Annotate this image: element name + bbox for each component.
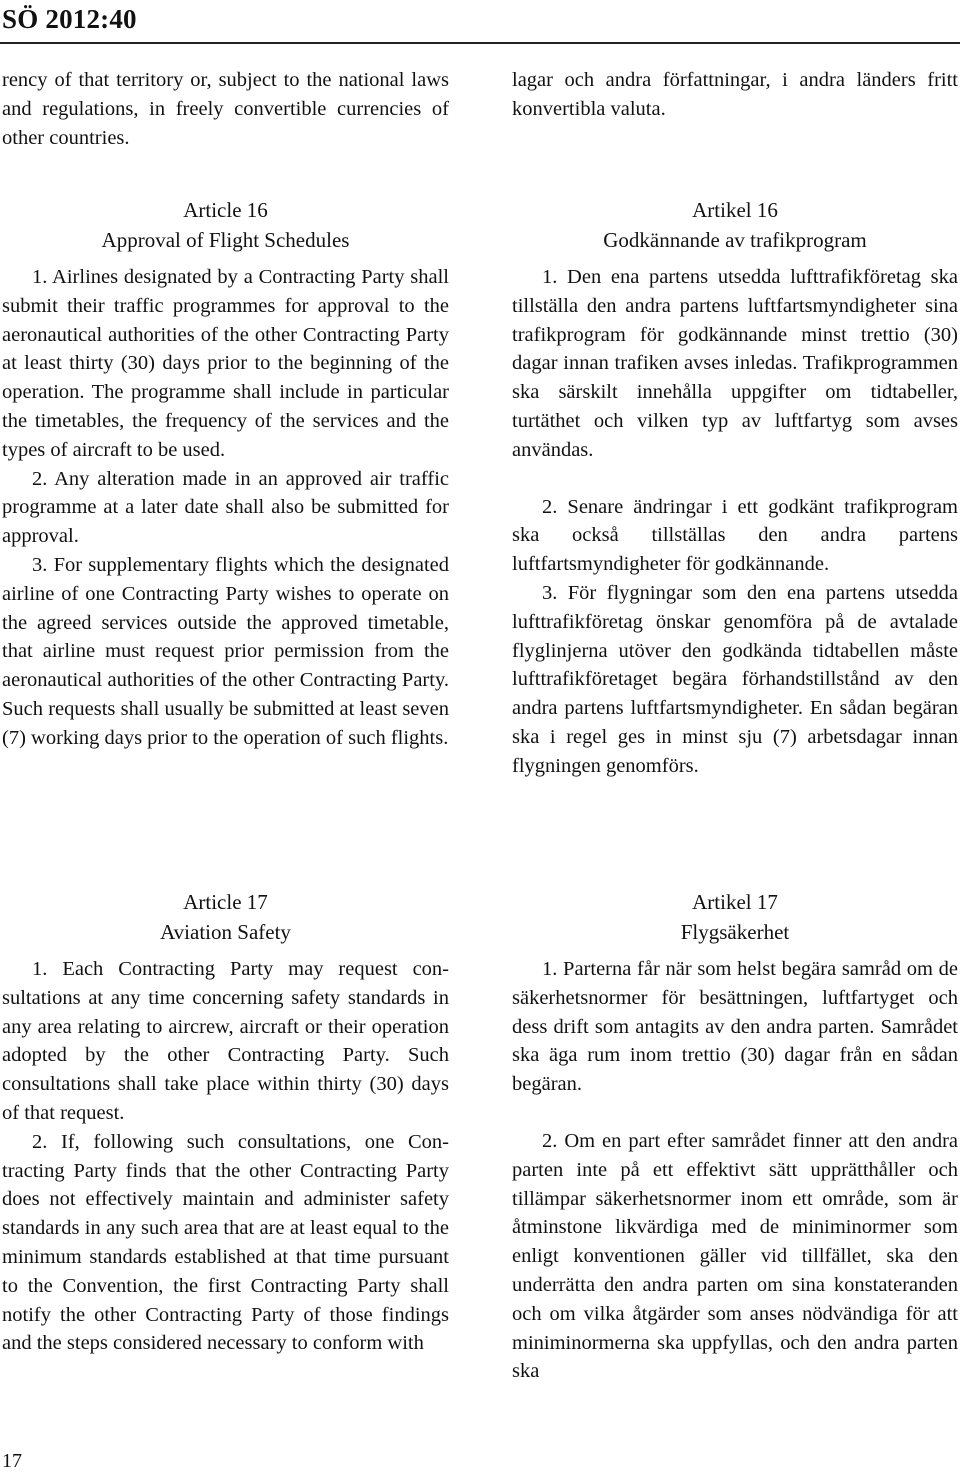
paragraph: 1. Each Contracting Party may request consultations at any time concerning safety standards in any area relating to aircrew, aircraft or their operation adopted by the other Contracting Party. Such consultations shall take place within thirty (30) days of that request. — [2, 958, 449, 1124]
article-17-sv — [512, 888, 958, 1386]
top-continuation-sv — [512, 66, 958, 124]
document-header: SÖ 2012:40 — [2, 4, 137, 34]
article-16-sv — [512, 196, 958, 781]
article-heading: Article 17 — [183, 890, 268, 914]
article-subheading: Flygsäkerhet — [680, 919, 790, 944]
paragraph: lagar och andra författningar, i andra länders fritt konvertibla valuta. — [512, 69, 958, 120]
article-subheading: Godkännande av trafikprogram — [603, 227, 867, 252]
paragraph: 1. Parterna får när som helst begära samråd om de säkerhetsnormer för besättningen, luftfartyget och dess drift som antagits av den andra parten. Samrådet ska äga rum inom trettio (30) dagar från en sådan begäran. — [512, 958, 958, 1096]
article-heading: Artikel 17 — [692, 890, 778, 914]
paragraph: 2. Any alteration made in an approved air traffic programme at a later date shall also be submitted for approval. — [2, 467, 449, 548]
page-number: 17 — [2, 1450, 22, 1472]
paragraph: 3. For supplementary flights which the designated airline of one Contracting Party wishes to operate on the agreed services outside the approved timetable, that airline must request prior permission from the aeronautical authorities of the other Contracting Party. Such requests shall usually be submitted at least seven (7) working days prior to the operation of such flights. — [2, 553, 449, 749]
article-heading: Artikel 16 — [692, 198, 778, 222]
paragraph: 2. Om en part efter samrådet finner att den andra parten inte på ett effektivt sätt upprätthåller och tillämpar säkerhetsnormer inom ett område, som är åtminstone likvärdiga med de miniminormer som enligt konventionen gäller vid tillfället, ska den underrätta den andra parten om sina konstateranden och om vilka åtgärder som anses nödvändiga för att miniminormerna ska uppfyllas, och den andra parten ska — [512, 1129, 958, 1383]
top-continuation-en — [2, 66, 449, 152]
paragraph: 2. If, following such consultations, one Contracting Party finds that the other Contracting Party does not effectively maintain and administer safety standards in any such area that are at least equal to the minimum standards established at that time pursuant to the Convention, the first Contracting Party shall notify the other Contracting Party of those findings and the steps considered necessary to conform with — [2, 1130, 449, 1355]
header-rule — [0, 42, 960, 44]
paragraph: 2. Senare ändringar i ett godkänt trafikprogram ska också tillställas den andra partens luftfartsmyndigheter för godkännande. — [512, 495, 958, 576]
paragraph: rency of that territory or, subject to the national laws and regulations, in freely convertible currencies of other countries. — [2, 69, 449, 149]
article-subheading: Approval of Flight Schedules — [101, 227, 350, 252]
paragraph: 1. Den ena partens utsedda lufttrafikföretag ska tillställa den andra partens luftfartsmyndigheter sina trafikprogram för godkännande minst trettio (30) dagar innan trafiken avses inledas. Trafikprogrammen ska särskilt innehålla uppgifter om tidtabeller, turtäthet och vilken typ av luftfartyg som avses användas. — [512, 266, 958, 461]
paragraph: 3. För flygningar som den ena partens utsedda lufttrafikföretag önskar genomföra på de avtalade flyglinjerna utöver den godkända tidtabellen måste lufttrafikföretaget begära förhandstillstånd av den andra partens luftfartsmyndigheter. En sådan begäran ska i regel ges in minst sju (7) arbetsdagar innan flygningen genomförs. — [512, 581, 958, 777]
paragraph: 1. Airlines designated by a Contracting Party shall submit their traffic programmes for approval to the aeronautical authorities of the other Contracting Party at least thirty (30) days prior to the beginning of the operation. The programme shall include in particular the timetables, the frequency of the services and the types of aircraft to be used. — [2, 266, 449, 461]
article-16-en — [2, 196, 449, 753]
article-17-en — [2, 888, 449, 1358]
article-subheading: Aviation Safety — [160, 919, 291, 944]
article-heading: Article 16 — [183, 198, 268, 222]
